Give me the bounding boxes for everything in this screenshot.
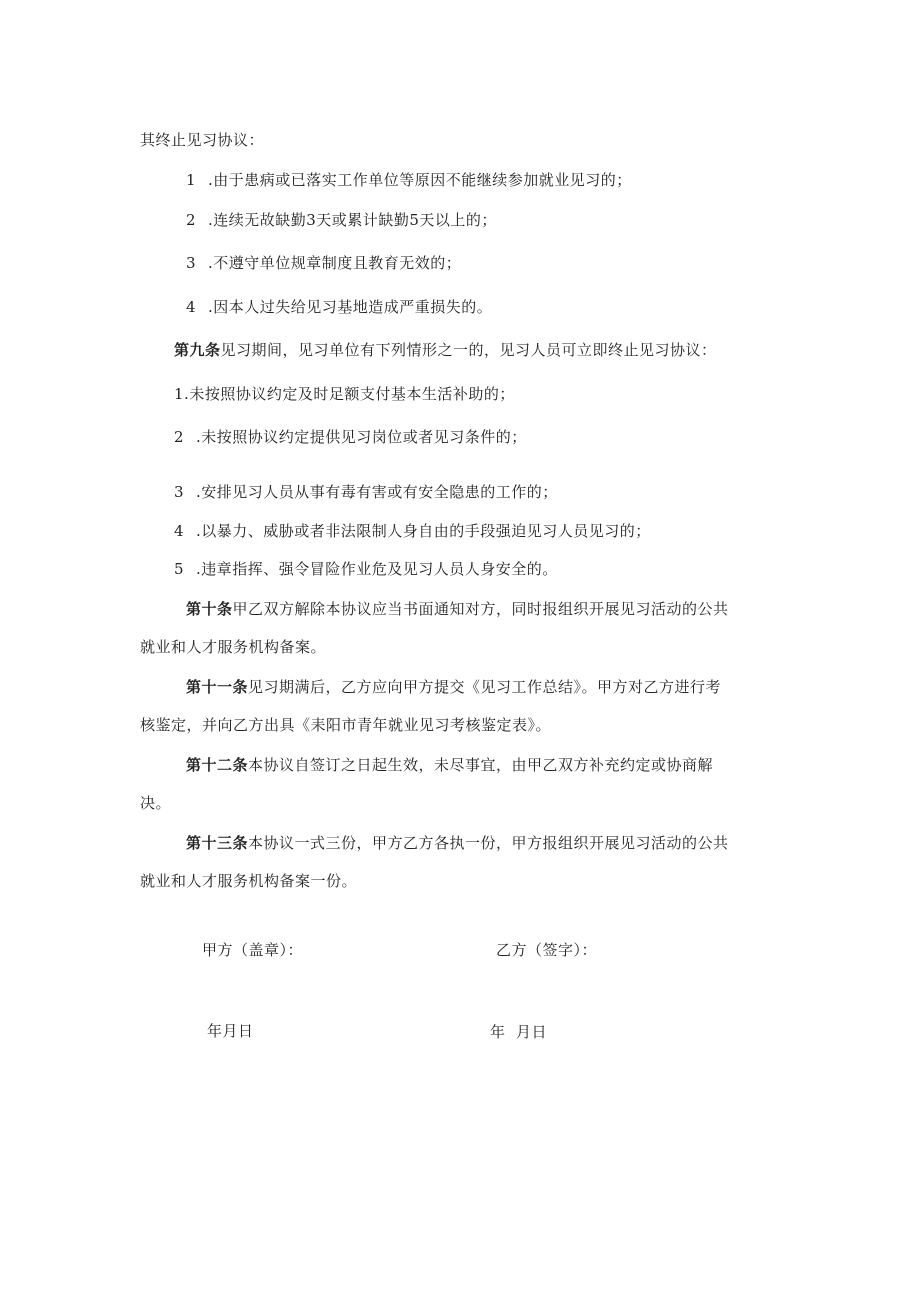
list-item-text: 未按照协议约定及时足额支付基本生活补助的； [189,385,515,403]
list-item-text: .不遵守单位规章制度且教育无效的； [208,254,462,272]
list-item [186,210,497,230]
list-item [174,384,515,404]
intro-tail: 其终止见习协议： [140,131,265,149]
party-a-seal-label: 甲方（盖章）： [202,941,304,959]
article-9 [174,340,717,360]
article-body: 甲乙双方解除本协议应当书面通知对方，同时报组织开展见习活动的公共 [232,600,729,618]
party-b-date: 年 月日 [490,1023,548,1041]
list-item-number: 5 [174,560,185,578]
article-body: 见习期间，见习单位有下列情形之一的，见习人员可立即终止见习协议： [220,341,717,359]
article-12-line-1 [186,755,713,775]
article-11-line-1 [186,677,721,697]
list-item [174,482,558,502]
list-item-number: 4 [174,522,185,540]
article-13-line-2: 就业和人才服务机构备案一份。 [140,872,358,890]
article-10-line-2: 就业和人才服务机构备案。 [140,638,327,656]
article-heading: 第九条 [174,341,221,359]
article-heading: 第十二条 [186,756,249,774]
article-body: 本协议自签订之日起生效，未尽事宜，由甲乙双方补充约定或协商解 [248,756,714,774]
article-body: 本协议一式三份，甲方乙方各执一份，甲方报组织开展见习活动的公共 [248,834,729,852]
list-item-number: 1. [174,385,190,403]
list-item-number: 1 [186,171,197,189]
article-heading: 第十一条 [186,678,249,696]
article-10-line-1 [186,599,729,619]
list-item-number: 4 [186,298,197,316]
list-item-text: .未按照协议约定提供见习岗位或者见习条件的； [196,428,527,446]
article-heading: 第十条 [186,600,233,618]
list-item-text: .由于患病或已落实工作单位等原因不能继续参加就业见习的； [208,171,632,189]
article-heading: 第十三条 [186,834,249,852]
article-13-line-1 [186,833,729,853]
list-item-number: 3 [186,254,197,272]
article-body: 见习期满后，乙方应向甲方提交《见习工作总结》。甲方对乙方进行考 [248,678,722,696]
list-item [174,427,527,447]
list-item-number: 3 [174,483,185,501]
list-item-number: 2 [174,428,185,446]
party-a-date: 年月日 [207,1022,254,1040]
list-item [186,170,632,190]
list-item-text: .连续无故缺勤3天或累计缺勤5天以上的； [208,211,497,229]
list-item-text: .安排见习人员从事有毒有害或有安全隐患的工作的； [196,483,558,501]
list-item-number: 2 [186,211,197,229]
party-b-signature-label: 乙方（签字）： [496,941,598,959]
list-item-text: .以暴力、威胁或者非法限制人身自由的手段强迫见习人员见习的； [196,522,651,540]
list-item [186,297,492,317]
article-11-line-2: 核鉴定，并向乙方出具《耒阳市青年就业见习考核鉴定表》。 [140,716,552,734]
article-12-line-2: 决。 [140,794,172,812]
list-item [174,559,558,579]
list-item [174,521,651,541]
list-item-text: .因本人过失给见习基地造成严重损失的。 [208,298,493,316]
list-item [186,253,461,273]
list-item-text: .违章指挥、强令冒险作业危及见习人员人身安全的。 [196,560,558,578]
